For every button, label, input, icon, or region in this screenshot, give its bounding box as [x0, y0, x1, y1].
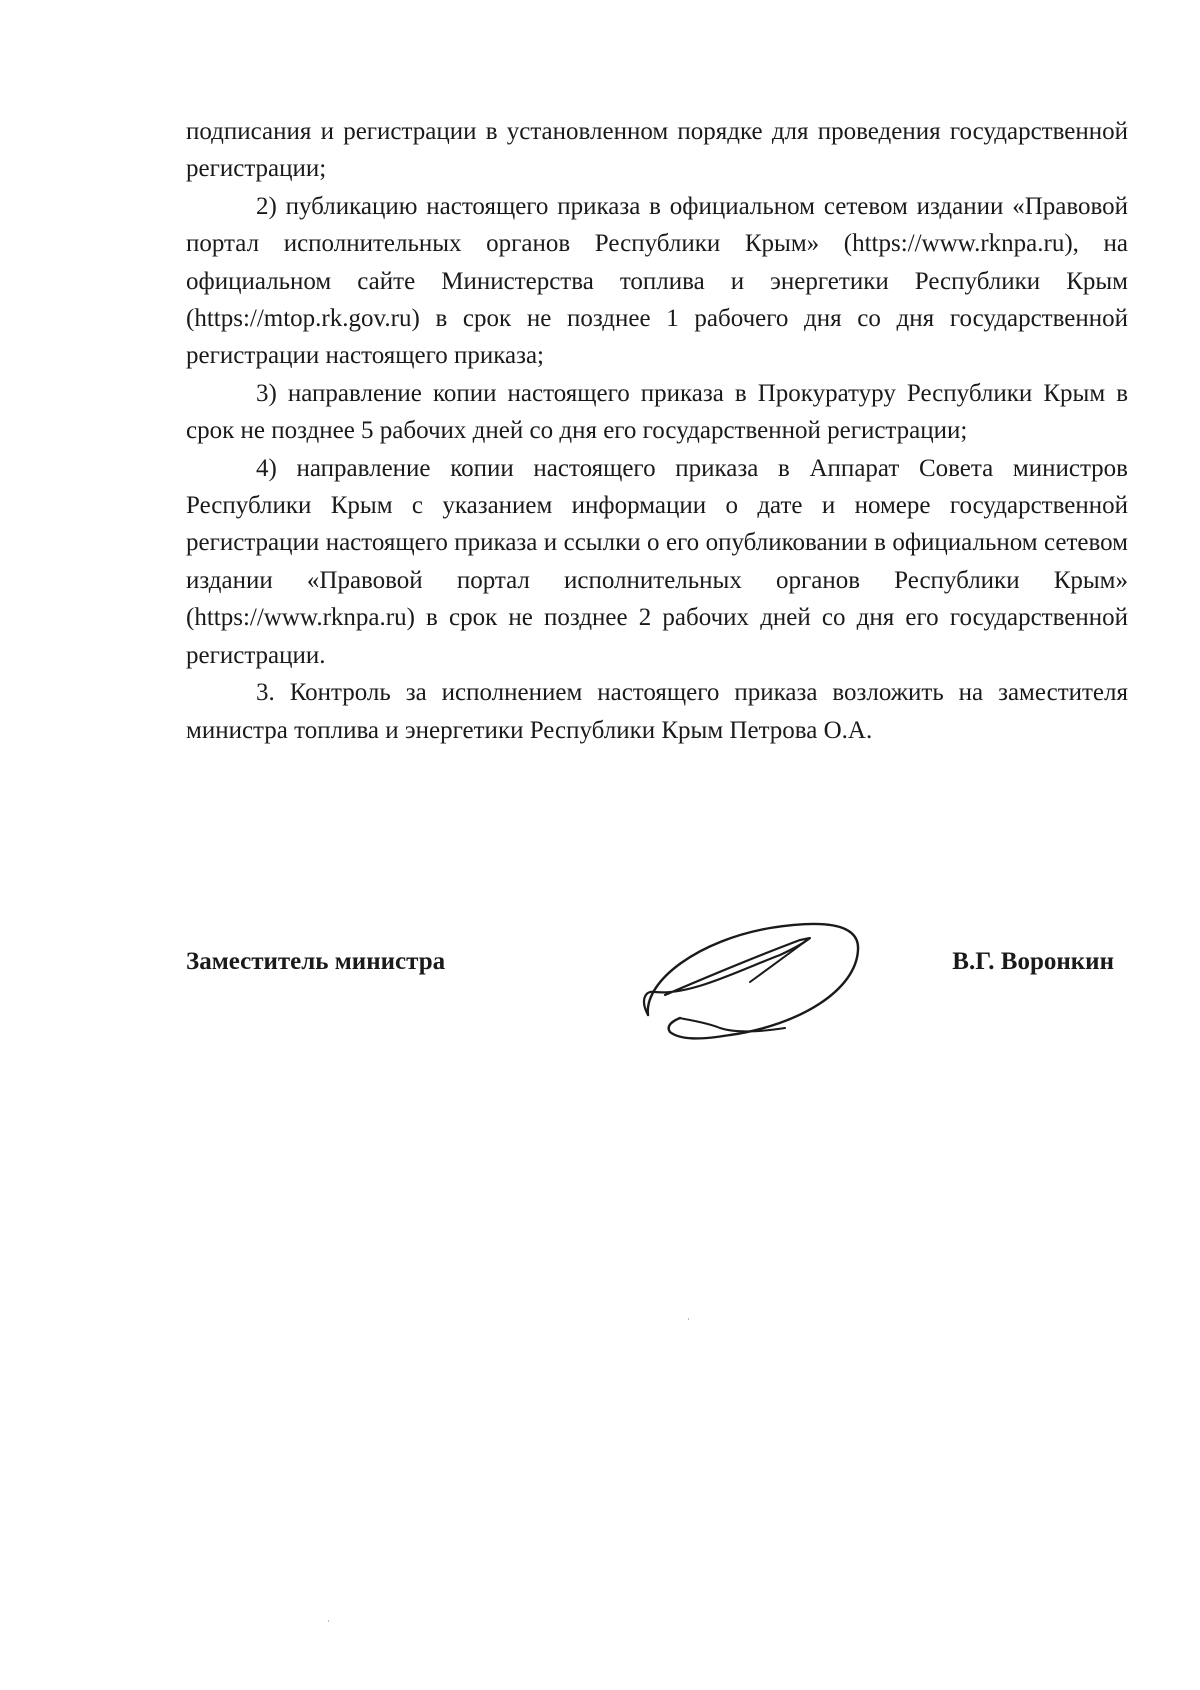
- paragraph-item-3-prosecutor: 3) направление копии настоящего приказа в Прокуратуру Республики Крым в срок не позднее 5 рабочих дней со дня его государственной регистрации;: [186, 379, 1128, 445]
- document-body: [186, 113, 1128, 749]
- paragraph-continuation: подписания и регистрации в установленном порядке для проведения государственной регистрации;: [186, 118, 1128, 183]
- signer-name: В.Г. Воронкин: [952, 948, 1114, 975]
- signer-position: Заместитель министра: [186, 948, 446, 975]
- paragraph-control-clause: 3. Контроль за исполнением настоящего приказа возложить на заместителя министра топлива и энергетики Республики Крым Петрова О.А.: [186, 679, 1128, 744]
- paragraph-item-2-publication: 2) публикацию настоящего приказа в официальном сетевом издании «Правовой портал исполнительных органов Республики Крым» (https://www.rknpa.ru), на официальном сайте Министерства топлива и энергетики Республики Крым (https://mtop.rk.gov.ru) в срок не позднее 1 рабочего дня со дня государственной регистрации настоящего приказа;: [186, 192, 1128, 370]
- handwritten-signature: [610, 900, 880, 1060]
- paragraph-item-4-council: 4) направление копии настоящего приказа в Аппарат Совета министров Республики Крым с указанием информации о дате и номере государственной регистрации настоящего приказа и ссылки о его опубликовании в официальном сетевом издании «Правовой портал исполнительных органов Республики Крым» (https://www.rknpa.ru) в срок не позднее 2 рабочих дней со дня его государственной регистрации.: [186, 454, 1128, 669]
- scan-speck: [328, 1620, 329, 1622]
- signature-block: [186, 930, 1128, 1090]
- scan-speck: [688, 1318, 689, 1320]
